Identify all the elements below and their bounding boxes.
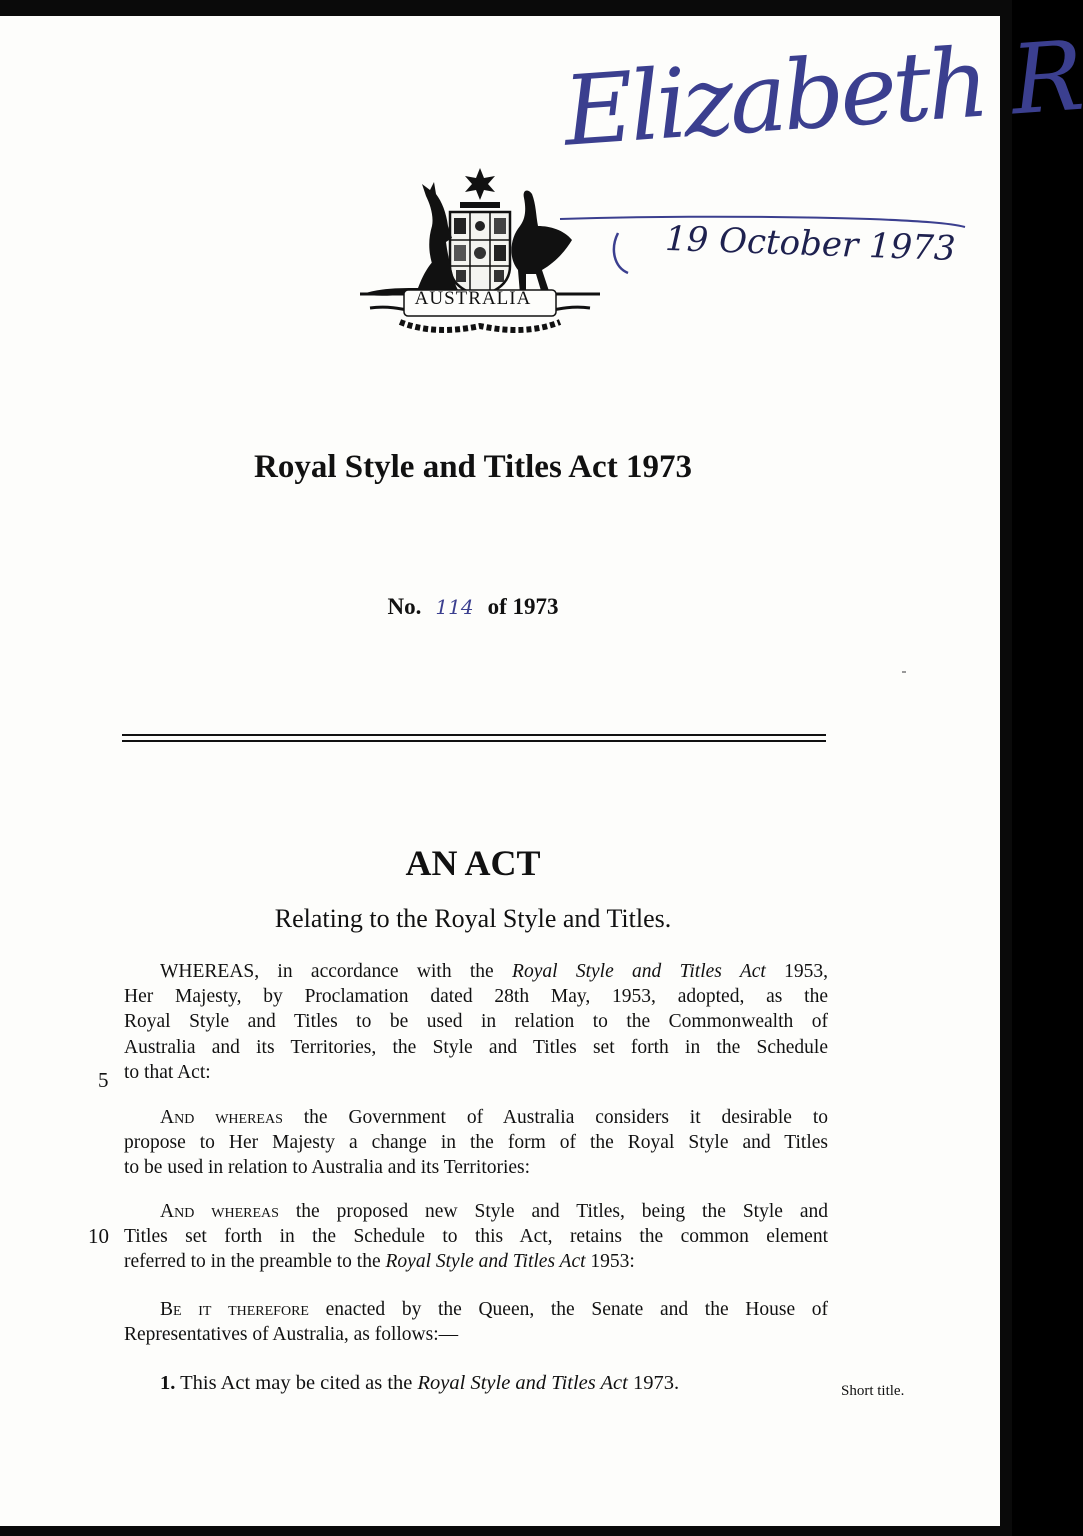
preamble-paragraph-1 [124,959,828,1085]
signature-date: 19 October 1973 [664,218,957,270]
act-number [0,594,946,620]
preamble-2-line-2: propose to Her Majesty a change in the form of the Royal Style and Titles [124,1132,828,1154]
act-number-prefix: No. [387,594,422,619]
document-page [0,16,1083,1526]
preamble-3-line-3: referred to in the preamble to the Royal Style and Titles Act 1953: [124,1251,635,1273]
act-subheading: Relating to the Royal Style and Titles. [274,904,672,933]
margin-note-short-title: Short title. [841,1383,905,1399]
preamble-1-line-5: to that Act: [124,1061,211,1083]
preamble-paragraph-2 [124,1105,828,1181]
act-title: Royal Style and Titles Act 1973 [254,449,692,485]
act-number-handwritten: 114 [435,595,474,619]
commonwealth-star-icon [465,168,495,200]
preamble-1-line-1: WHEREAS, in accordance with the Royal Style and Titles Act 1953, [160,961,829,982]
section-1: 1. This Act may be cited as the Royal Style and Titles Act 1973. [160,1372,680,1394]
enacting-clause [124,1297,828,1347]
preamble-1-line-2: Her Majesty, by Proclamation dated 28th May, 1953, adopted, as the [124,986,828,1008]
double-rule-bottom [122,740,826,742]
section-1-number: 1. [160,1372,176,1394]
line-number-5: 5 [98,1068,109,1092]
kangaroo-icon [362,182,460,296]
double-rule-top [122,734,826,736]
signature-name: Elizabeth R [560,19,1083,168]
emblem-label: AUSTRALIA [414,288,532,309]
act-heading: AN ACT [405,843,541,883]
act-number-suffix: of 1973 [487,594,559,619]
preamble-1-line-4: Australia and its Territories, the Style and Titles set forth in the Schedule [124,1036,828,1058]
enacting-line-1: Be it therefore enacted by the Queen, the Senate and the House of [160,1299,828,1320]
scan-speck [902,671,906,673]
preamble-3-line-1: And whereas the proposed new Style and Titles, being the Style and [160,1201,829,1222]
preamble-1-line-3: Royal Style and Titles to be used in relation to the Commonwealth of [124,1011,828,1033]
preamble-3-line-2: Titles set forth in the Schedule to this Act, retains the common element [124,1226,828,1248]
preamble-paragraph-3 [124,1199,828,1275]
line-number-10: 10 [88,1224,109,1248]
enacting-line-2: Representatives of Australia, as follows:— [124,1324,459,1346]
preamble-2-line-3: to be used in relation to Australia and its Territories: [124,1157,531,1179]
preamble-2-line-1: And whereas the Government of Australia considers it desirable to [160,1107,828,1128]
